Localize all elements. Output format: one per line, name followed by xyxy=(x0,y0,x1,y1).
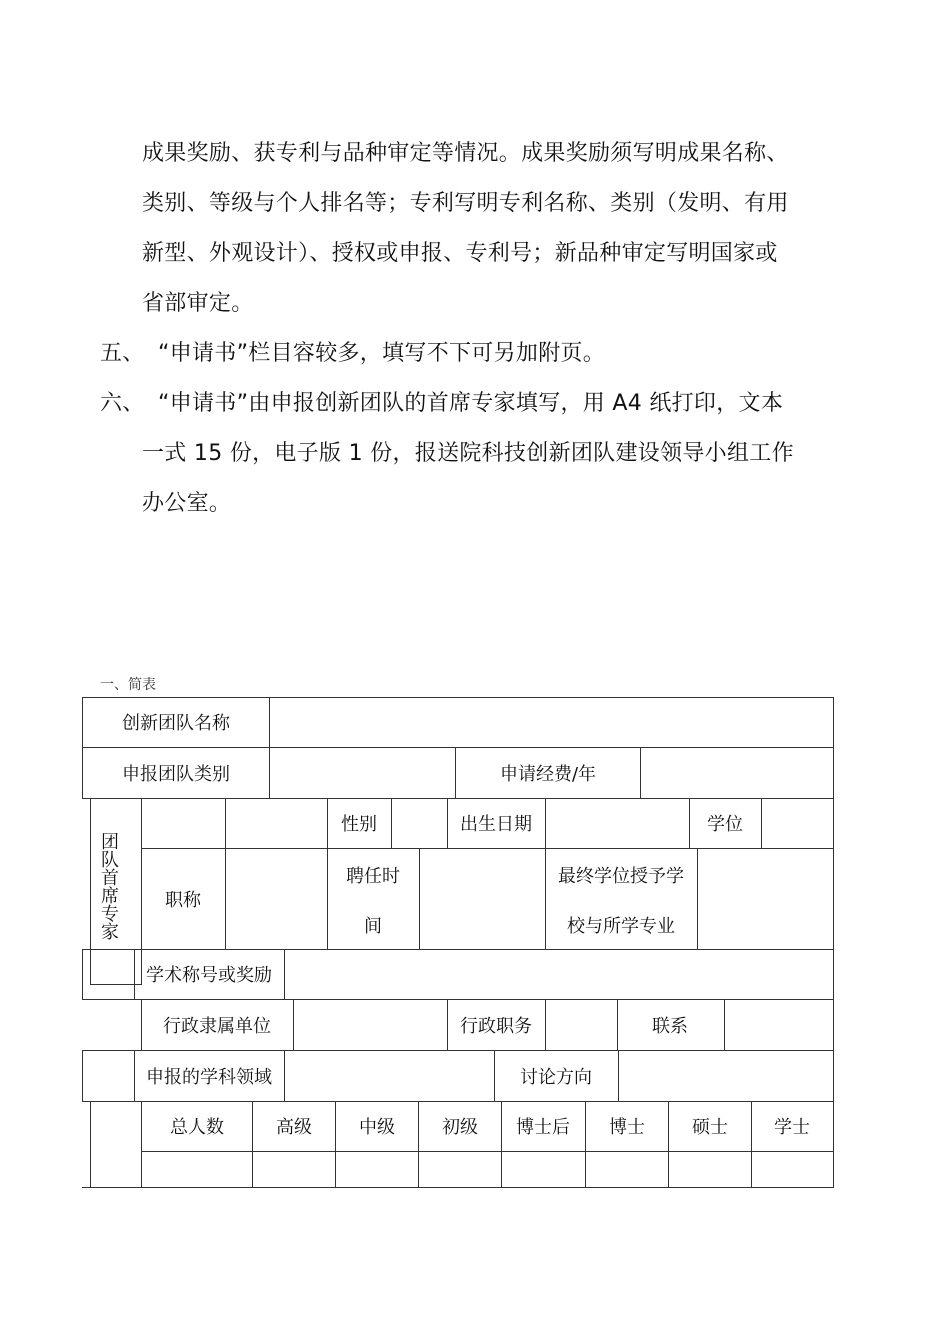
small-box xyxy=(90,949,142,985)
label-team-category: 申报团队类别 xyxy=(122,764,230,785)
label-hire-time-1: 聘任时 xyxy=(346,866,400,887)
header-master: 硕士 xyxy=(692,1117,728,1138)
input-birth-date[interactable] xyxy=(546,799,688,848)
input-final-degree[interactable] xyxy=(698,849,832,949)
input-title[interactable] xyxy=(226,849,326,949)
label-team-name: 创新团队名称 xyxy=(122,713,230,734)
divider xyxy=(494,1050,495,1102)
divider xyxy=(689,798,690,849)
input-contact[interactable] xyxy=(725,1000,832,1049)
label-admin-unit: 行政隶属单位 xyxy=(163,1016,271,1037)
input-discipline[interactable] xyxy=(285,1051,493,1101)
label-discipline: 申报的学科领域 xyxy=(146,1067,272,1088)
input-junior[interactable] xyxy=(419,1152,500,1186)
label-admin-post: 行政职务 xyxy=(460,1016,532,1037)
divider xyxy=(455,747,456,799)
label-funding: 申请经费/年 xyxy=(499,764,597,785)
label-final-degree-1: 最终学位授予学 xyxy=(558,866,684,887)
divider xyxy=(90,798,91,950)
label-chief-expert: 团队首席专家 xyxy=(98,832,119,940)
divider xyxy=(833,798,834,950)
label-research-direction: 讨论方向 xyxy=(520,1067,592,1088)
input-academic-honor[interactable] xyxy=(285,950,833,999)
input-team-name[interactable] xyxy=(270,698,833,747)
header-postdoc: 博士后 xyxy=(516,1117,570,1138)
divider xyxy=(833,1101,834,1188)
input-research-direction[interactable] xyxy=(619,1051,832,1101)
divider xyxy=(833,999,834,1050)
item5-text: “申请书”栏目容较多，填写不下可另加附页。 xyxy=(158,341,606,366)
input-postdoc[interactable] xyxy=(502,1152,584,1186)
label-academic-honor: 学术称号或奖励 xyxy=(146,965,272,986)
input-bachelor[interactable] xyxy=(752,1152,832,1186)
item6-line-3: 办公室。 xyxy=(142,491,232,516)
item6-line-1: “申请书”由申报创新团队的首席专家填写，用 A4 纸打印，文本 xyxy=(158,391,784,416)
input-admin-post[interactable] xyxy=(546,1000,616,1049)
header-junior: 初级 xyxy=(442,1117,478,1138)
divider xyxy=(617,999,618,1050)
input-expert-name[interactable] xyxy=(142,799,224,848)
item4-line-1: 成果奖励、获专利与品种审定等情况。成果奖励须写明成果名称、 xyxy=(142,141,789,166)
input-degree[interactable] xyxy=(762,799,832,848)
divider xyxy=(82,1187,834,1188)
divider xyxy=(90,1101,91,1188)
section-title: 一、简表 xyxy=(100,677,156,693)
item6-line-2: 一式 15 份，电子版 1 份，报送院科技创新团队建设领导小组工作 xyxy=(142,441,794,466)
header-total: 总人数 xyxy=(170,1117,224,1138)
divider xyxy=(447,999,448,1050)
header-phd: 博士 xyxy=(609,1117,645,1138)
input-hire-time[interactable] xyxy=(420,849,544,949)
input-expert-cell[interactable] xyxy=(226,799,326,848)
input-admin-unit[interactable] xyxy=(294,1000,446,1049)
input-team-category[interactable] xyxy=(270,748,454,798)
input-intermediate[interactable] xyxy=(336,1152,417,1186)
header-bachelor: 学士 xyxy=(774,1117,810,1138)
item4-line-2: 类别、等级与个人排名等；专利写明专利名称、类别（发明、有用 xyxy=(142,191,789,216)
header-intermediate: 中级 xyxy=(359,1117,395,1138)
input-senior[interactable] xyxy=(253,1152,334,1186)
label-hire-time-2: 间 xyxy=(364,916,382,937)
input-total[interactable] xyxy=(142,1152,251,1186)
label-birth-date: 出生日期 xyxy=(460,814,532,835)
label-gender: 性别 xyxy=(341,814,377,835)
item4-line-4: 省部审定。 xyxy=(142,291,254,316)
label-final-degree-2: 校与所学专业 xyxy=(567,916,675,937)
input-gender[interactable] xyxy=(392,799,446,848)
divider xyxy=(447,798,448,849)
input-phd[interactable] xyxy=(586,1152,667,1186)
item6-number: 六、 xyxy=(100,391,145,416)
divider xyxy=(141,999,142,1050)
input-master[interactable] xyxy=(669,1152,750,1186)
input-funding[interactable] xyxy=(641,748,833,798)
label-degree: 学位 xyxy=(707,814,743,835)
item4-line-3: 新型、外观设计）、授权或申报、专利号；新品种审定写明国家或 xyxy=(142,241,778,266)
label-contact: 联系 xyxy=(652,1016,688,1037)
item5-number: 五、 xyxy=(100,341,145,366)
header-senior: 高级 xyxy=(276,1117,312,1138)
divider xyxy=(327,798,328,950)
label-title: 职称 xyxy=(165,890,201,911)
divider xyxy=(134,1050,135,1102)
